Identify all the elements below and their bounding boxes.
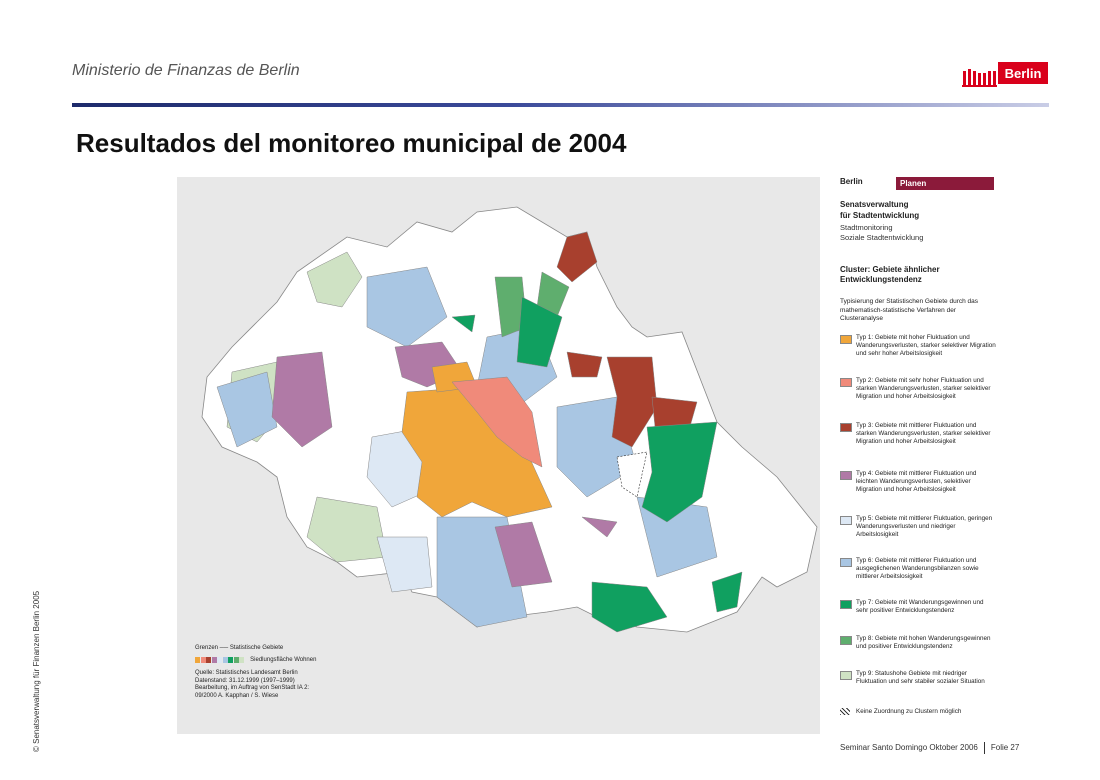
berlin-cluster-map (177, 177, 820, 734)
page-title: Resultados del monitoreo municipal de 2004 (76, 128, 627, 158)
legend-item-text: Typ 8: Gebiete mit hohen Wanderungsgewinnen und positiver Entwicklungstendenz (856, 635, 991, 651)
hatch-swatch (840, 708, 850, 715)
footer-seminar: Seminar Santo Domingo Oktober 2006 (840, 743, 978, 753)
legend-brand-planen: Planen (896, 177, 994, 190)
legend-organisation: Senatsverwaltung für Stadtentwicklung (840, 200, 920, 220)
legend-item-text: Typ 2: Gebiete mit sehr hoher Fluktuation und starken Wanderungsverlusten, starker selektiver Migration und hoher Arbeitslosigkeit (856, 377, 991, 401)
legend-swatch (840, 600, 852, 609)
legend-swatch (840, 423, 852, 432)
logo-text: Berlin (1004, 66, 1042, 81)
legend-item-text: Typ 3: Gebiete mit mittlerer Fluktuation und starken Wanderungsverlusten, starker selektiver Migration und hoher Arbeitslosigkeit (856, 422, 991, 446)
legend-subtitle: Stadtmonitoring Soziale Stadtentwicklung (840, 223, 924, 242)
legend-no-cluster: Keine Zuordnung zu Clustern möglich (840, 708, 961, 715)
map-datenstand: Datenstand: 31.12.1999 (1997–1999) (195, 677, 295, 684)
legend-brand-berlin: Berlin (840, 177, 863, 186)
copyright-vertical: © Senatsverwaltung für Finanzen Berlin 2005 (32, 590, 41, 752)
footer (840, 742, 1019, 754)
ministry-name: Ministerio de Finanzas de Berlin (72, 62, 300, 79)
legend-item-text: Typ 9: Statushohe Gebiete mit niedriger Fluktuation und sehr stabiler sozialer Situation (856, 670, 985, 686)
footer-slide-number: Folie 27 (990, 743, 1020, 753)
legend-swatch (840, 558, 852, 567)
legend-item-text: Typ 1: Gebiete mit hoher Fluktuation und Wanderungsverlusten, starker selektiver Migration und sehr hoher Arbeitslosigkeit (856, 334, 996, 358)
map-bearbeitung: Bearbeitung, im Auftrag von SenStadt IA 2: (195, 685, 310, 692)
legend-item-text: Typ 5: Gebiete mit mittlerer Fluktuation, geringen Wanderungsverlusten und niedriger Arbeitslosigkeit (856, 515, 993, 539)
legend-swatch (840, 335, 852, 344)
map-footer: Grenzen ── Statistische Gebiete Siedlungsfläche Wohnen Quelle: Statistisches Landesamt Berlin Datenstand: 31.12.1999 (1997–1999) Bearbeitung, im Auftrag von SenStadt IA 2: 09/2000 A. Kapphan / S. Wiese (195, 645, 317, 699)
legend-intro: Typisierung der Statistischen Gebiete durch das mathematisch-statistische Verfahren der Clusteranalyse (840, 298, 979, 322)
legend-brand (840, 177, 974, 191)
map-siedlung-label: Siedlungsfläche Wohnen (250, 656, 317, 663)
berlin-logo (962, 60, 1048, 90)
map-autor: 09/2000 A. Kapphan / S. Wiese (195, 692, 279, 699)
legend-item-text: Typ 6: Gebiete mit mittlerer Fluktuation und ausgeglichenen Wanderungsbilanzen sowie mittlerer Arbeitslosigkeit (856, 557, 979, 581)
legend-swatch (840, 471, 852, 480)
map-grenzen-label: Grenzen (195, 645, 219, 651)
legend-swatch (840, 636, 852, 645)
legend-cluster-title: Cluster: Gebiete ähnlicher Entwicklungstendenz (840, 265, 940, 284)
region-typ5-south (377, 537, 432, 592)
header-rule (72, 103, 1049, 107)
legend-swatch (840, 378, 852, 387)
legend-item-text: Typ 4: Gebiete mit mittlerer Fluktuation und leichten Wanderungsverlusten, selektiver Migration und hoher Arbeitslosigkeit (856, 470, 977, 494)
map-quelle: Quelle: Statistisches Landesamt Berlin (195, 670, 298, 677)
map-grenzen-value: Statistische Gebiete (229, 645, 284, 651)
map-legend (820, 177, 1010, 734)
legend-item-text: Typ 7: Gebiete mit Wanderungsgewinnen und sehr positiver Entwicklungstendenz (856, 599, 984, 615)
footer-separator (984, 742, 985, 754)
legend-swatch (840, 671, 852, 680)
legend-swatch (840, 516, 852, 525)
